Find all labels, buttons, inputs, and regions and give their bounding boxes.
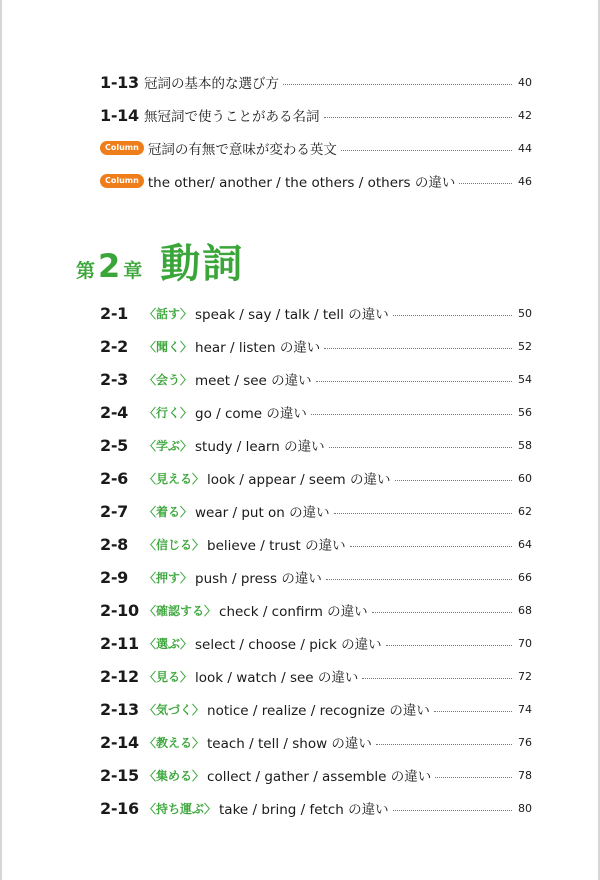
dot-leader [350,546,512,547]
toc-entry[interactable] [100,731,532,753]
entry-number: 2-9 [100,567,129,587]
toc-column-entry[interactable] [100,170,532,192]
toc-entry[interactable] [100,104,532,126]
entry-number: 2-15 [100,765,139,785]
entry-page: 62 [518,504,532,518]
entry-number: 1-13 [100,72,139,92]
entry-number: 2-4 [100,402,129,422]
entry-title: push / press の違い [195,571,322,587]
entry-tag: 〈会う〉 [144,372,193,387]
entry-tag: 〈行く〉 [144,405,193,420]
entry-title: 無冠詞で使うことがある名詞 [144,109,320,125]
toc-entry[interactable] [100,533,532,555]
entry-number: 2-5 [100,435,129,455]
entry-title: look / appear / seem の違い [207,472,391,488]
entry-number: 2-14 [100,732,139,752]
toc-entry[interactable] [100,401,532,423]
entry-tag: 〈押す〉 [144,570,193,585]
toc-entry[interactable] [100,665,532,687]
entry-tag: 〈聞く〉 [144,339,193,354]
entry-tag: 〈集める〉 [144,768,205,783]
dot-leader [376,744,512,745]
entry-page: 50 [518,306,532,320]
toc-entry[interactable] [100,335,532,357]
toc-entry[interactable] [100,434,532,456]
dot-leader [435,777,512,778]
entry-number: 2-6 [100,468,129,488]
entry-title: check / confirm の違い [219,604,368,620]
column-badge: Column [100,174,144,188]
entry-title: study / learn の違い [195,439,325,455]
entry-page: 40 [518,75,532,89]
entry-tag: 〈確認する〉 [144,603,217,618]
entry-tag: 〈着る〉 [144,504,193,519]
entry-title: go / come の違い [195,406,307,422]
entry-number: 2-10 [100,600,139,620]
dot-leader [324,117,513,118]
entry-number: 2-2 [100,336,129,356]
entry-title: select / choose / pick の違い [195,637,382,653]
chapter-number: 2 [98,247,121,285]
entry-page: 68 [518,603,532,617]
toc-column-entry[interactable] [100,137,532,159]
toc-entry[interactable] [100,368,532,390]
entry-title: take / bring / fetch の違い [219,802,389,818]
entry-tag: 〈教える〉 [144,735,205,750]
entry-tag: 〈見える〉 [144,471,205,486]
toc-entry[interactable] [100,632,532,654]
toc-entry[interactable] [100,302,532,324]
entry-page: 46 [518,174,532,188]
dot-leader [316,381,512,382]
chapter-prefix: 第 [76,260,96,282]
dot-leader [362,678,512,679]
dot-leader [334,513,512,514]
entry-title: the other/ another / the others / others の違い [147,175,456,191]
entry-number: 2-16 [100,798,139,818]
entry-page: 64 [518,537,532,551]
entry-page: 60 [518,471,532,485]
dot-leader [386,645,512,646]
chapter-heading [76,232,245,287]
entry-title: collect / gather / assemble の違い [207,769,432,785]
entry-page: 58 [518,438,532,452]
entry-number: 2-8 [100,534,129,554]
entry-page: 56 [518,405,532,419]
entry-title: 冠詞の基本的な選び方 [144,76,279,92]
dot-leader [395,480,513,481]
entry-number: 2-7 [100,501,129,521]
entry-page: 80 [518,801,532,815]
dot-leader [341,150,512,151]
entry-tag: 〈持ち運ぶ〉 [144,801,217,816]
dot-leader [311,414,512,415]
entry-tag: 〈見る〉 [144,669,193,684]
toc-entry[interactable] [100,566,532,588]
entry-title: hear / listen の違い [195,340,321,356]
entry-title: 冠詞の有無で意味が変わる英文 [147,142,337,158]
entry-tag: 〈学ぶ〉 [144,438,193,453]
entry-number: 1-14 [100,105,139,125]
entry-tag: 〈話す〉 [144,306,193,321]
entry-title: believe / trust の違い [207,538,346,554]
dot-leader [324,348,512,349]
toc-entry[interactable] [100,500,532,522]
entry-title: teach / tell / show の違い [207,736,372,752]
entry-page: 72 [518,669,532,683]
column-badge: Column [100,141,144,155]
toc-entry[interactable] [100,467,532,489]
page-edge-left [0,0,2,880]
entry-page: 54 [518,372,532,386]
entry-page: 74 [518,702,532,716]
entry-number: 2-1 [100,303,129,323]
chapter-title: 動詞 [160,241,245,287]
entry-page: 70 [518,636,532,650]
entry-number: 2-3 [100,369,129,389]
toc-entry[interactable] [100,797,532,819]
chapter-suffix: 章 [123,260,143,282]
dot-leader [326,579,512,580]
entry-page: 78 [518,768,532,782]
entry-page: 44 [518,141,532,155]
entry-number: 2-12 [100,666,139,686]
dot-leader [372,612,512,613]
toc-entry[interactable] [100,764,532,786]
entry-title: speak / say / talk / tell の違い [195,307,389,323]
dot-leader [434,711,512,712]
dot-leader [393,810,512,811]
entry-tag: 〈信じる〉 [144,537,205,552]
entry-tag: 〈選ぶ〉 [144,636,193,651]
entry-page: 66 [518,570,532,584]
entry-number: 2-13 [100,699,139,719]
entry-title: wear / put on の違い [195,505,330,521]
entry-title: look / watch / see の違い [195,670,359,686]
entry-number: 2-11 [100,633,139,653]
entry-title: notice / realize / recognize の違い [207,703,430,719]
entry-page: 42 [518,108,532,122]
entry-tag: 〈気づく〉 [144,702,205,717]
toc-entry[interactable] [100,71,532,93]
dot-leader [393,315,512,316]
dot-leader [459,183,512,184]
toc-entry[interactable] [100,698,532,720]
entry-page: 76 [518,735,532,749]
dot-leader [329,447,512,448]
toc-entry[interactable] [100,599,532,621]
dot-leader [283,84,512,85]
entry-page: 52 [518,339,532,353]
entry-title: meet / see の違い [195,373,312,389]
